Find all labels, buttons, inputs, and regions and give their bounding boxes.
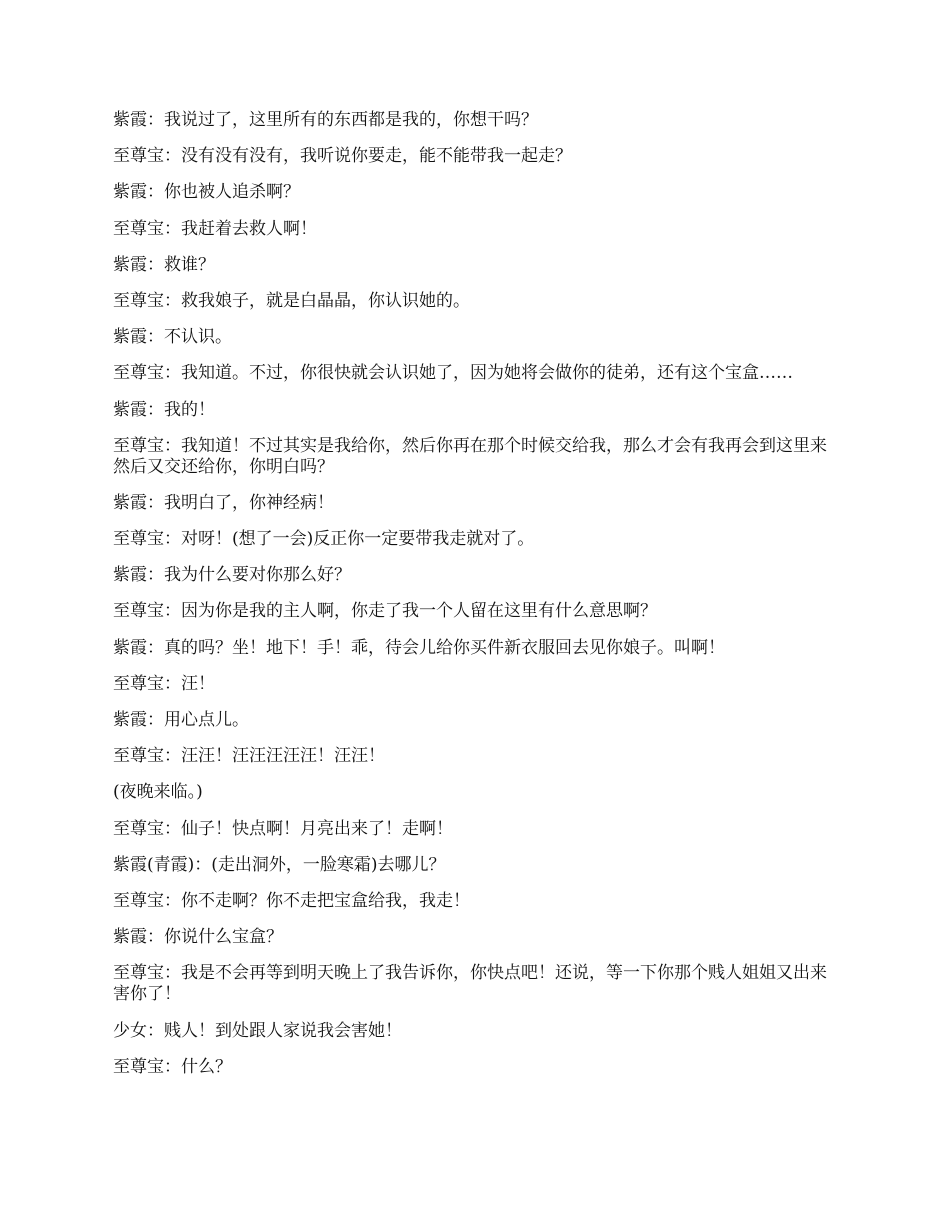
dialogue-line: 至尊宝：汪！ bbox=[113, 673, 215, 694]
stage-direction: (夜晚来临。) bbox=[113, 782, 203, 803]
dialogue-line: 紫霞：救谁？ bbox=[113, 254, 215, 275]
dialogue-line: 紫霞：真的吗？坐！地下！手！乖，待会儿给你买件新衣服回去见你娘子。叫啊！ bbox=[113, 637, 725, 658]
dialogue-line: 紫霞：我为什么要对你那么好？ bbox=[113, 565, 351, 586]
dialogue-line: 至尊宝：救我娘子，就是白晶晶，你认识她的。 bbox=[113, 290, 470, 311]
dialogue-line: 至尊宝：什么？ bbox=[113, 1056, 232, 1077]
dialogue-line: 至尊宝：因为你是我的主人啊，你走了我一个人留在这里有什么意思啊？ bbox=[113, 601, 657, 622]
dialogue-line: 至尊宝：我知道！不过其实是我给你，然后你再在那个时候交给我，那么才会有我再会到这里来然后又交还给你，你明白吗？ bbox=[113, 435, 827, 477]
dialogue-line: 紫霞(青霞)：(走出洞外，一脸寒霜)去哪儿？ bbox=[113, 854, 446, 875]
dialogue-line: 紫霞：我的！ bbox=[113, 399, 215, 420]
dialogue-line: 至尊宝：对呀！(想了一会)反正你一定要带我走就对了。 bbox=[113, 529, 535, 550]
dialogue-line: 紫霞：你也被人追杀啊？ bbox=[113, 182, 300, 203]
dialogue-line: 至尊宝：仙子！快点啊！月亮出来了！走啊！ bbox=[113, 818, 453, 839]
dialogue-line: 至尊宝：你不走啊？你不走把宝盒给我，我走！ bbox=[113, 890, 470, 911]
dialogue-line: 紫霞：不认识。 bbox=[113, 327, 232, 348]
dialogue-line: 至尊宝：我是不会再等到明天晚上了我告诉你，你快点吧！还说，等一下你那个贱人姐姐又出来害你了！ bbox=[113, 963, 827, 1005]
dialogue-line: 紫霞：用心点儿。 bbox=[113, 710, 249, 730]
dialogue-line: 至尊宝：汪汪！汪汪汪汪汪！汪汪！ bbox=[113, 746, 385, 767]
dialogue-line: 紫霞：你说什么宝盒？ bbox=[113, 927, 283, 948]
dialogue-line: 紫霞：我明白了，你神经病！ bbox=[113, 492, 334, 513]
dialogue-line: 至尊宝：我知道。不过，你很快就会认识她了，因为她将会做你的徒弟，还有这个宝盒…… bbox=[113, 363, 793, 384]
dialogue-line: 至尊宝：没有没有没有，我听说你要走，能不能带我一起走？ bbox=[113, 146, 572, 167]
dialogue-text bbox=[113, 110, 843, 1093]
dialogue-line: 少女：贱人！到处跟人家说我会害她！ bbox=[113, 1020, 402, 1041]
dialogue-line: 至尊宝：我赶着去救人啊！ bbox=[113, 218, 317, 239]
dialogue-line: 紫霞：我说过了，这里所有的东西都是我的，你想干吗？ bbox=[113, 110, 538, 130]
